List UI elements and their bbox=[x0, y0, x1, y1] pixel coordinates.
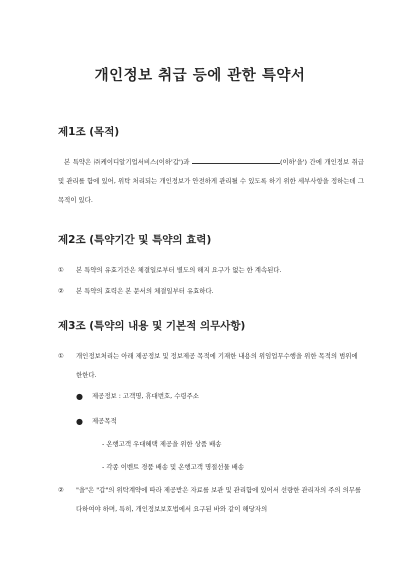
article-2-heading: 제2조 (특약기간 및 특약의 효력) bbox=[58, 234, 212, 246]
item-text: "을"은 "갑"의 위탁계약에 따라 제공받은 자료를 보관 및 관리함에 있어서 선량한 관리자의 주의 의무를 다하여야 하며, 특히, 개인정보보호법에서 요구된 바와 같이 해당자의 bbox=[76, 486, 362, 513]
article-1-text-after: (이하'을') 간에 개인정보 취급 및 관리를 함에 있어, 위탁 처리되는 개인정보가 안전하게 관리될 수 있도록 하기 위한 세부사항을 정하는데 그 목적이 있다. bbox=[58, 158, 364, 204]
bullet-dot: ● bbox=[76, 392, 83, 401]
item-marker: ② bbox=[58, 287, 64, 295]
article-3-item-1 bbox=[58, 347, 364, 385]
article-1 bbox=[58, 124, 364, 210]
purpose-sub-item-2: - 각종 이벤트 경품 배송 및 온행고객 명절선물 배송 bbox=[102, 463, 245, 471]
item-text: 본 특약의 효력은 본 문서의 체결일부터 유효하다. bbox=[76, 287, 214, 295]
provided-info-bullet bbox=[58, 387, 364, 406]
article-2 bbox=[58, 232, 364, 307]
article-3-heading: 제3조 (특약의 내용 및 기본적 의무사항) bbox=[58, 320, 246, 332]
article-1-heading: 제1조 (목적) bbox=[58, 126, 120, 138]
party-name-blank bbox=[192, 157, 280, 164]
item-marker: ① bbox=[58, 352, 64, 360]
article-1-text bbox=[58, 153, 364, 210]
bullet-text: 제공목적 bbox=[92, 417, 117, 425]
bullet-dot: ● bbox=[76, 417, 83, 426]
article-1-text-before: 본 특약은 ㈜케이디알기업서비스(이하'갑')과 bbox=[64, 158, 190, 166]
purpose-sub-item-1: - 온행고객 우대혜택 제공을 위한 상품 배송 bbox=[102, 440, 222, 448]
item-text: 본 특약의 유효기간은 체결일로부터 별도의 해지 요구가 없는 한 계속된다. bbox=[76, 266, 282, 274]
purpose-bullet bbox=[58, 412, 364, 431]
item-marker: ① bbox=[58, 266, 64, 274]
article-2-item-2 bbox=[58, 282, 364, 301]
item-text: 개인정보처리는 아래 제공정보 및 정보제공 목적에 기재한 내용의 위임업무수행을 위한 목적의 범위에 한한다. bbox=[76, 352, 358, 379]
bullet-text: 제공정보 : 고객명, 휴대번호, 수령주소 bbox=[92, 392, 199, 400]
article-3-item-2 bbox=[58, 481, 364, 519]
article-3 bbox=[58, 318, 364, 525]
document-title: 개인정보 취급 등에 관한 특약서 bbox=[94, 68, 306, 84]
article-2-item-1 bbox=[58, 261, 364, 280]
item-marker: ② bbox=[58, 486, 64, 494]
